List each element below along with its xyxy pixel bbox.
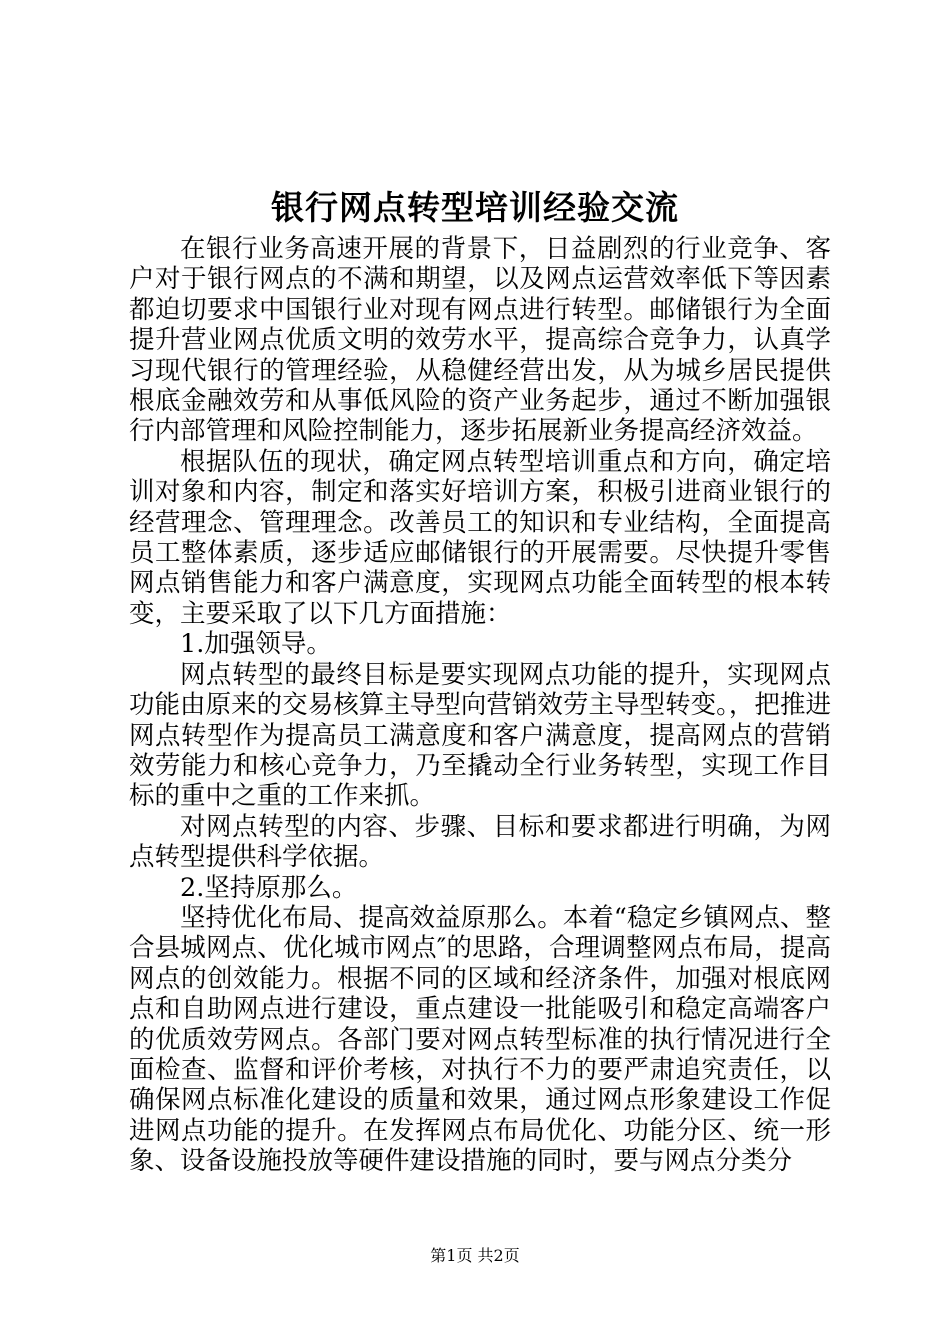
paragraph: 根据队伍的现状，确定网点转型培训重点和方向，确定培训对象和内容，制定和落实好培训方案，积极引进商业银行的经营理念、管理理念。改善员工的知识和专业结构，全面提高员工整体素质，逐步适应邮储银行的开展需要。尽快提升零售网点销售能力和客户满意度，实现网点功能全面转型的根本转变，主要采取了以下几方面措施： <box>129 446 831 629</box>
paragraph: 网点转型的最终目标是要实现网点功能的提升，实现网点功能由原来的交易核算主导型向营销效劳主导型转变。，把推进网点转型作为提高员工满意度和客户满意度，提高网点的营销效劳能力和核心竞争力，乃至撬动全行业务转型，实现工作目标的重中之重的工作来抓。 <box>129 659 831 812</box>
paragraph: 对网点转型的内容、步骤、目标和要求都进行明确，为网点转型提供科学依据。 <box>129 811 831 873</box>
document-body <box>129 234 831 1177</box>
page-footer: 第1页 共2页 <box>430 1246 520 1265</box>
section-heading: 1.加强领导。 <box>180 629 332 660</box>
paragraph: 坚持优化布局、提高效益原那么。本着“稳定乡镇网点、整合县城网点、优化城市网点″的思路，合理调整网点布局，提高网点的创效能力。根据不同的区域和经济条件，加强对根底网点和自助网点进行建设，重点建设一批能吸引和稳定高端客户的优质效劳网点。各部门要对网点转型标准的执行情况进行全面检查、监督和评价考核，对执行不力的要严肃追究责任，以确保网点标准化建设的质量和效果，通过网点形象建设工作促进网点功能的提升。在发挥网点布局优化、功能分区、统一形象、设备设施投放等硬件建设措施的同时，要与网点分类分 <box>129 902 831 1177</box>
paragraph: 在银行业务高速开展的背景下，日益剧烈的行业竞争、客户对于银行网点的不满和期望，以及网点运营效率低下等因素都迫切要求中国银行业对现有网点进行转型。邮储银行为全面提升营业网点优质文明的效劳水平，提高综合竞争力，认真学习现代银行的管理经验，从稳健经营出发，从为城乡居民提供根底金融效劳和从事低风险的资产业务起步，通过不断加强银行内部管理和风险控制能力，逐步拓展新业务提高经济效益。 <box>129 234 831 447</box>
document-title: 银行网点转型培训经验交流 <box>271 188 679 227</box>
section-heading: 2.坚持原那么。 <box>180 872 358 903</box>
